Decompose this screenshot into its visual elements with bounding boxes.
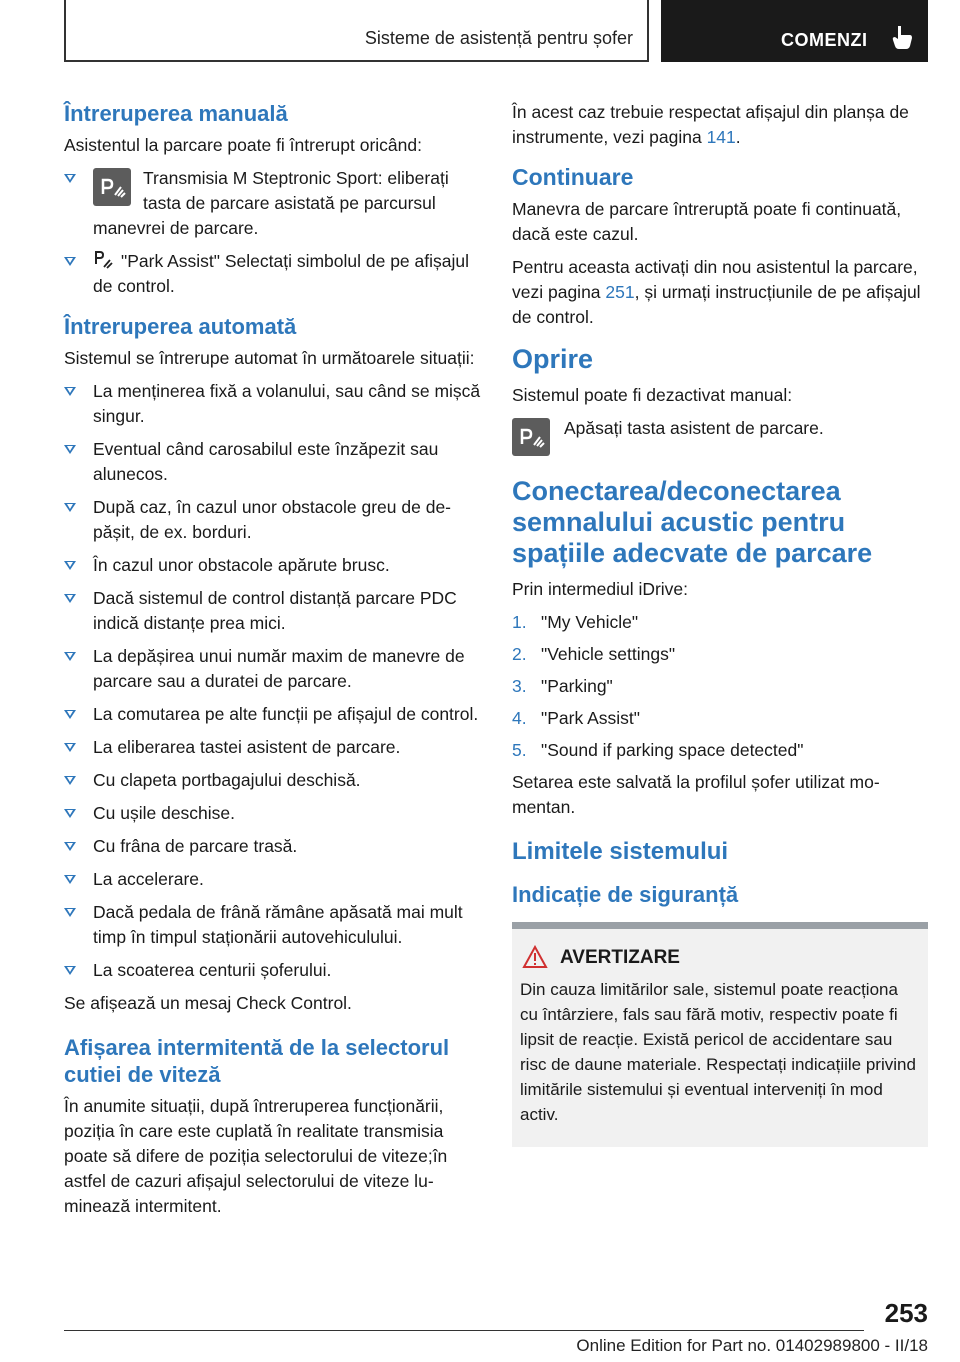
list-item: Eventual când carosabilul este înzăpezit sau alunecos. — [64, 437, 484, 487]
paragraph: Pentru aceasta activați din nou asistentul la parcare, vezi pagina 251, și urmați instrucțiunile de pe afișajul de control. — [512, 257, 921, 327]
bullet-triangle-icon — [64, 776, 76, 785]
paragraph: Asistentul la parcare poate fi întrerupt oricând: — [64, 135, 422, 155]
list-item: 1. "My Vehicle" — [512, 612, 639, 632]
key-instruction: Apăsați tasta asistent de parcare. — [512, 416, 928, 460]
heading-manual-interrupt: Întreruperea manuală — [64, 101, 288, 126]
list-item: 5. "Sound if parking space detected" — [512, 740, 804, 760]
bullet-triangle-icon — [64, 594, 76, 603]
heading-auto-interrupt: Întreruperea automată — [64, 314, 297, 339]
paragraph: În acest caz trebuie respectat afișajul din planșa de instrumente, vezi pagina 141. — [512, 102, 909, 147]
bullet-triangle-icon — [64, 652, 76, 661]
list-item: Cu clapeta portbagajului deschisă. — [64, 768, 484, 793]
left-column — [64, 100, 484, 1227]
chapter-tab[interactable] — [661, 0, 928, 62]
list-item: Cu frâna de parcare trasă. — [64, 834, 484, 859]
warning-triangle-icon — [522, 945, 548, 969]
bullet-triangle-icon — [64, 174, 76, 183]
list-item: În cazul unor obstacole apărute brusc. — [64, 553, 484, 578]
bullet-triangle-icon — [64, 503, 76, 512]
bullet-triangle-icon — [64, 875, 76, 884]
park-assist-symbol-icon — [93, 250, 115, 270]
section-title: Sisteme de asistență pentru șofer — [364, 28, 633, 48]
paragraph: Sistemul poate fi dezactivat manual: — [512, 385, 793, 405]
list-item: Dacă sistemul de control distanță parcare PDC indică distanțe prea mici. — [64, 586, 484, 636]
paragraph: Sistemul se întrerupe automat în următoarele situații: — [64, 348, 475, 368]
heading-stop: Oprire — [512, 344, 594, 374]
page-header — [64, 0, 928, 66]
list-item: 2. "Vehicle settings" — [512, 644, 676, 664]
bullet-triangle-icon — [64, 387, 76, 396]
list-item: Transmisia M Steptronic Sport: eliberați tasta de parcare asistată pe parcursul manevrei de parcare. — [64, 166, 484, 241]
bullet-triangle-icon — [64, 743, 76, 752]
warning-text: Din cauza limitărilor sale, sistemul poate reacționa cu întârziere, fals sau fără motiv, respectiv poate fi lipsit de reacție. Există pericol de accidentare sau risc de daune materiale. Respectați indicațiile privind limitările sistemului și eventual interveniți în mod activ. — [520, 980, 916, 1124]
heading-flashing-display: Afișarea intermitentă de la selectorul cutiei de viteză — [64, 1035, 450, 1087]
list-item: La scoaterea centurii șoferului. — [64, 958, 484, 983]
bullet-triangle-icon — [64, 908, 76, 917]
park-assist-key-icon — [512, 418, 550, 456]
bullet-triangle-icon — [64, 842, 76, 851]
warning-title: AVERTIZARE — [520, 947, 920, 969]
bullet-triangle-icon — [64, 710, 76, 719]
park-assist-key-icon — [93, 168, 131, 206]
edition-note: Online Edition for Part no. 01402989800 - II/18 — [576, 1336, 928, 1355]
heading-sound-signal: Conectarea/deconectarea semnalului acustic pentru spațiile adecvate de parcare — [512, 476, 873, 568]
bullet-triangle-icon — [64, 966, 76, 975]
heading-safety-note: Indicație de siguranță — [512, 882, 739, 907]
list-item: La comutarea pe alte funcții pe afișajul de control. — [64, 702, 484, 727]
footer-rule — [64, 1330, 864, 1331]
list-item: Cu ușile deschise. — [64, 801, 484, 826]
warning-box — [512, 922, 928, 1147]
list-item: La eliberarea tastei asistent de parcare. — [64, 735, 484, 760]
paragraph: Setarea este salvată la profilul șofer utilizat momentan. — [512, 772, 880, 817]
paragraph: În anumite situații, după întreruperea funcționării, poziția în care este cuplată în realitate transmisia poate să difere de poziția selectorului de viteze;în astfel de cazuri afișajul selectorului de viteze luminează intermitent. — [64, 1096, 448, 1216]
right-column — [512, 100, 928, 1147]
bullet-triangle-icon — [64, 809, 76, 818]
pointing-hand-icon — [891, 24, 913, 50]
page-link[interactable]: 251 — [605, 282, 635, 302]
list-item: "Park Assist" Selectați simbolul de pe afișajul de control. — [64, 249, 484, 299]
chapter-tab-label: COMENZI — [781, 30, 868, 50]
heading-continue: Continuare — [512, 164, 634, 190]
paragraph: Se afișează un mesaj Check Control. — [64, 993, 352, 1013]
heading-system-limits: Limitele sistemului — [512, 838, 729, 865]
page-link[interactable]: 141 — [706, 127, 736, 147]
bullet-triangle-icon — [64, 257, 76, 266]
section-title-box — [64, 0, 649, 62]
page-number: 253 — [884, 1298, 928, 1328]
bullet-triangle-icon — [64, 561, 76, 570]
list-item: 4. "Park Assist" — [512, 708, 640, 728]
bullet-triangle-icon — [64, 445, 76, 454]
list-item: La depășirea unui număr maxim de manevre de parcare sau a duratei de parcare. — [64, 644, 484, 694]
list-item: După caz, în cazul unor obstacole greu de depășit, de ex. borduri. — [64, 495, 484, 545]
paragraph: Prin intermediul iDrive: — [512, 579, 689, 599]
list-item: Dacă pedala de frână rămâne apăsată mai mult timp în timpul staționării autovehiculului. — [64, 900, 484, 950]
paragraph: Manevra de parcare întreruptă poate fi continuată, dacă este cazul. — [512, 199, 902, 244]
list-item: La menținerea fixă a volanului, sau când se mișcă singur. — [64, 379, 484, 429]
list-item: 3. "Parking" — [512, 676, 613, 696]
list-item: La accelerare. — [64, 867, 484, 892]
